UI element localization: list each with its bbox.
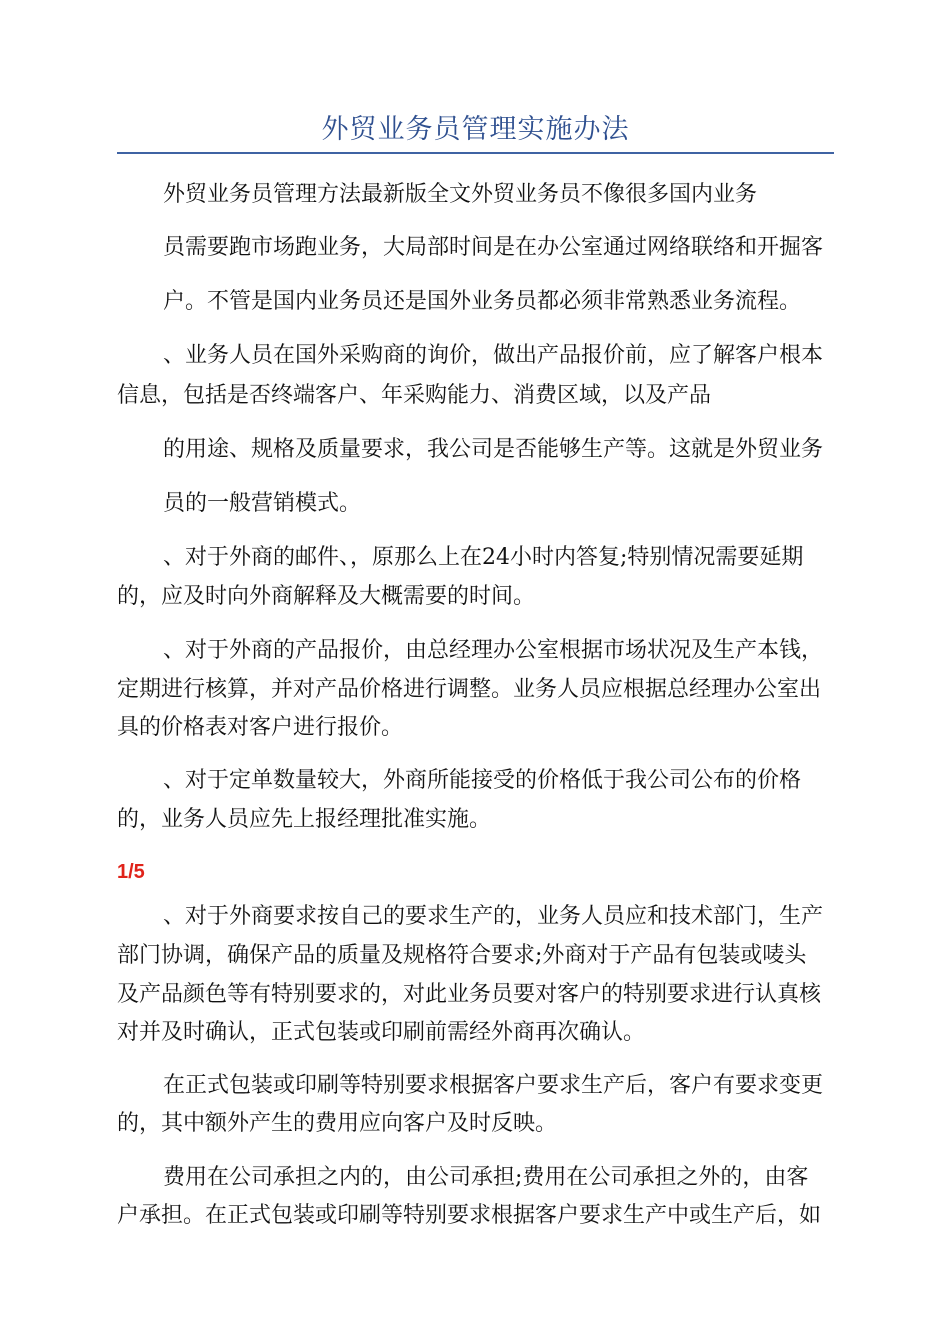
text-line: 及产品颜色等有特别要求的，对此业务员要对客户的特别要求进行认真核 bbox=[117, 982, 822, 1007]
text-line: 员的一般营销模式。 bbox=[163, 491, 362, 516]
text-line: 外贸业务员管理方法最新版全文外贸业务员不像很多国内业务 bbox=[163, 182, 758, 207]
text-line: 、对于外商的产品报价，由总经理办公室根据市场状况及生产本钱， bbox=[163, 638, 824, 663]
text-line: 对并及时确认，正式包装或印刷前需经外商再次确认。 bbox=[117, 1020, 646, 1045]
text-line: 员需要跑市场跑业务，大局部时间是在办公室通过网络联络和开掘客 bbox=[163, 235, 824, 260]
text-line: 定期进行核算，并对产品价格进行调整。业务人员应根据总经理办公室出 bbox=[117, 677, 822, 702]
text-line: 信息，包括是否终端客户、年采购能力、消费区域，以及产品 bbox=[117, 383, 712, 408]
text-line: 的，业务人员应先上报经理批准实施。 bbox=[117, 807, 492, 832]
text-line: 费用在公司承担之内的，由公司承担;费用在公司承担之外的，由客 bbox=[163, 1165, 809, 1190]
document-title: 外贸业务员管理实施办法 bbox=[321, 114, 630, 145]
page-number: 1/5 bbox=[117, 861, 145, 883]
text-line: 的用途、规格及质量要求，我公司是否能够生产等。这就是外贸业务 bbox=[163, 437, 824, 462]
text-line: 户承担。在正式包装或印刷等特别要求根据客户要求生产中或生产后，如 bbox=[117, 1203, 822, 1228]
text-line: 、业务人员在国外采购商的询价，做出产品报价前，应了解客户根本 bbox=[163, 343, 824, 368]
title-underline bbox=[117, 152, 834, 154]
text-line: 具的价格表对客户进行报价。 bbox=[117, 715, 404, 740]
text-line: 的，其中额外产生的费用应向客户及时反映。 bbox=[117, 1111, 558, 1136]
text-line: 的，应及时向外商解释及大概需要的时间。 bbox=[117, 584, 536, 609]
text-line: 、对于外商的邮件、，原那么上在24小时内答复;特别情况需要延期 bbox=[163, 545, 804, 570]
text-line: 在正式包装或印刷等特别要求根据客户要求生产后，客户有要求变更 bbox=[163, 1073, 824, 1098]
text-line: 户。不管是国内业务员还是国外业务员都必须非常熟悉业务流程。 bbox=[163, 289, 802, 314]
text-line: 部门协调，确保产品的质量及规格符合要求;外商对于产品有包装或唛头 bbox=[117, 943, 807, 968]
text-line: 、对于外商要求按自己的要求生产的，业务人员应和技术部门，生产 bbox=[163, 904, 824, 929]
text-line: 、对于定单数量较大，外商所能接受的价格低于我公司公布的价格 bbox=[163, 768, 802, 793]
